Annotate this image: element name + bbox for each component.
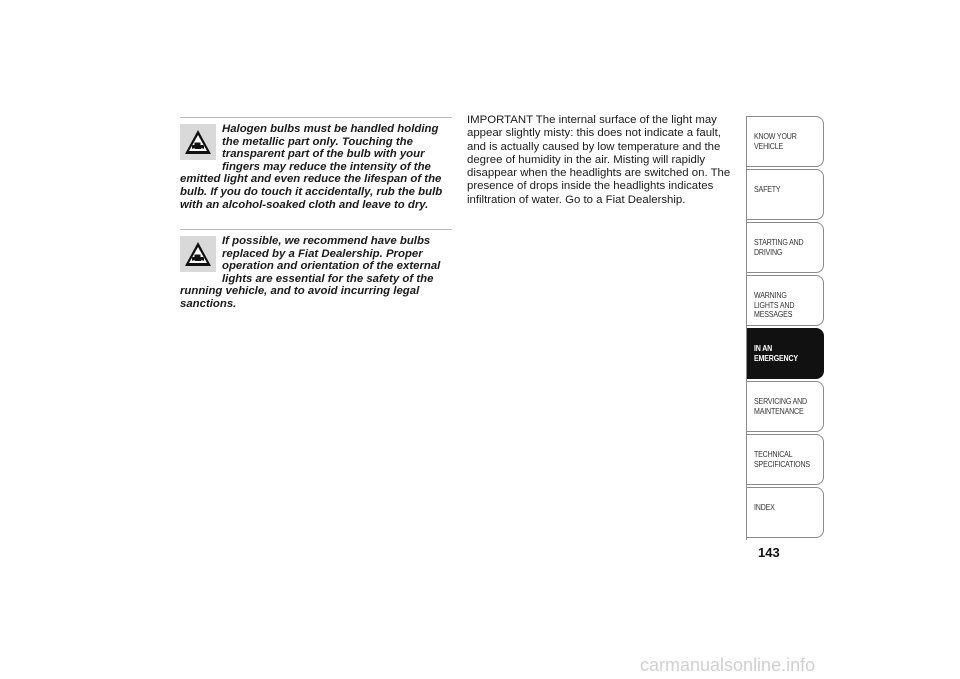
tab-label: SERVICING AND MAINTENANCE bbox=[754, 396, 807, 416]
tab-label: SAFETY bbox=[754, 184, 781, 194]
watermark: carmanualsonline.info bbox=[640, 655, 816, 675]
warning-triangle-icon bbox=[180, 236, 216, 272]
tab-warning-lights-and-messages[interactable] bbox=[747, 275, 824, 326]
tab-label: IN AN EMERGENCY bbox=[754, 343, 798, 363]
tab-label: STARTING AND DRIVING bbox=[754, 237, 804, 257]
warning-block-dealership bbox=[180, 229, 452, 311]
warning-block-halogen bbox=[180, 117, 452, 211]
warning-text bbox=[180, 118, 452, 211]
warning-text-rest: lights are essential for the safety of the running vehicle, and to avoid incurring legal sanctions. bbox=[180, 272, 434, 310]
tab-safety[interactable] bbox=[747, 169, 824, 220]
tab-starting-and-driving[interactable] bbox=[747, 222, 824, 273]
warning-text-lead: If possible, we recommend have bulbs replaced by a Fiat Dealership. Proper operation and orientation of the external bbox=[222, 235, 441, 273]
chapter-nav bbox=[746, 116, 824, 540]
tab-in-an-emergency[interactable] bbox=[747, 328, 824, 379]
tab-index[interactable] bbox=[747, 487, 824, 538]
page-number: 143 bbox=[758, 545, 780, 560]
tab-label: INDEX bbox=[754, 502, 775, 512]
warning-text-rest: fingers may reduce the intensity of the emitted light and even reduce the lifespan of the bulb. If you do touch it accidentally, rub the bulb with an alcohol-soaked cloth and leave to dry. bbox=[180, 160, 443, 211]
warning-triangle-icon bbox=[180, 124, 216, 160]
tab-label: TECHNICAL SPECIFICATIONS bbox=[754, 449, 810, 469]
tab-label: WARNING LIGHTS AND MESSAGES bbox=[754, 290, 795, 319]
tab-know-your-vehicle[interactable] bbox=[747, 116, 824, 167]
tab-label: KNOW YOUR VEHICLE bbox=[754, 131, 797, 151]
warning-text bbox=[180, 230, 452, 311]
tab-technical-specifications[interactable] bbox=[747, 434, 824, 485]
warning-text-lead: Halogen bulbs must be handled holding the metallic part only. Touching the transparent part of the bulb with your bbox=[222, 123, 439, 161]
tab-servicing-and-maintenance[interactable] bbox=[747, 381, 824, 432]
important-paragraph: IMPORTANT The internal surface of the light may appear slightly misty: this does not indicate a fault, and is actually caused by low temperature and the degree of humidity in the air. Misting will rapidly disappear when the headlights are switched on. The presence of drops inside the headlights indicates infiltration of water. Go to a Fiat Dealership. bbox=[467, 114, 731, 206]
